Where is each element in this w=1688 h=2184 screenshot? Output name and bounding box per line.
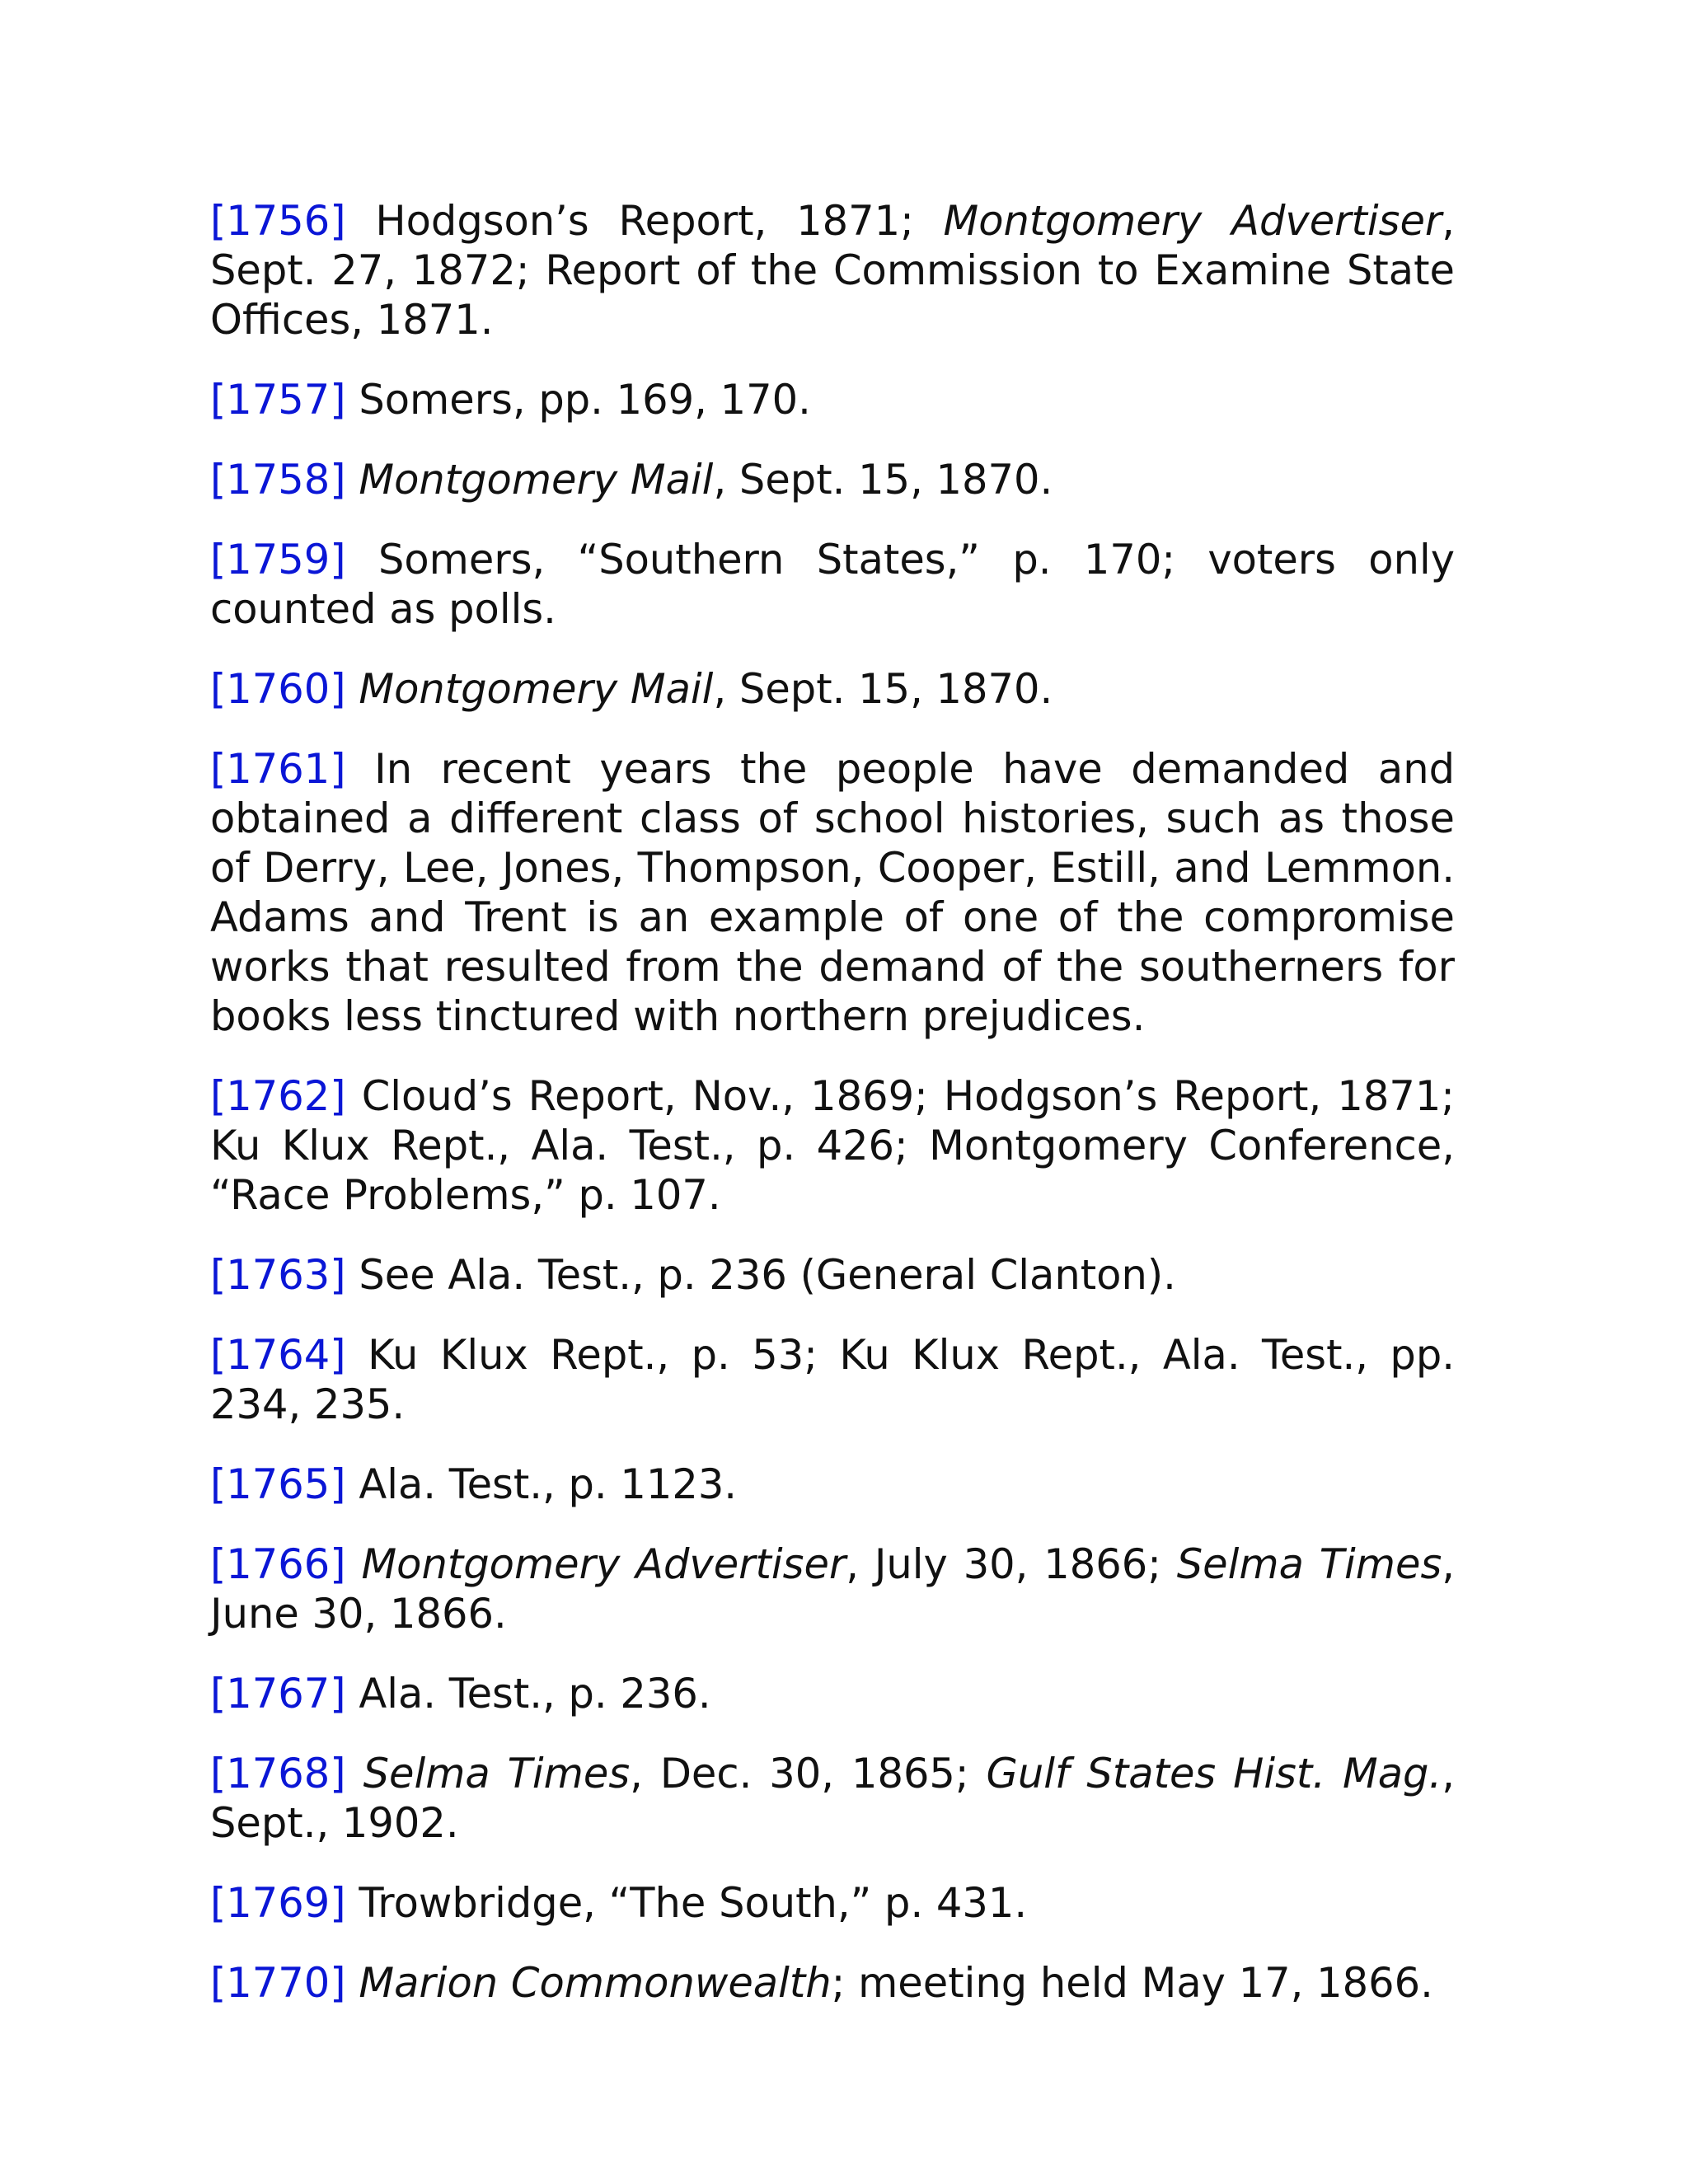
footnote-item [210,1878,1455,1928]
footnote-text: Ala. Test., p. 1123. [345,1460,738,1508]
footnote-item [210,1749,1455,1848]
footnote-text [346,456,359,504]
footnote-text: , Sept., 1902. [210,1750,1455,1847]
footnote-backlink[interactable]: [1757] [210,376,346,424]
italic-title: Montgomery Mail [359,456,714,504]
footnote-backlink[interactable]: [1769] [210,1879,346,1927]
footnote-text: Somers, “Southern States,” p. 170; voters only counted as polls. [210,536,1455,633]
italic-title: Montgomery Mail [359,665,714,713]
footnote-backlink[interactable]: [1766] [210,1540,346,1588]
footnote-item [210,196,1455,344]
italic-title: Montgomery Advertiser [943,197,1442,245]
footnote-item [210,1958,1455,2008]
footnote-text: Ala. Test., p. 236. [345,1670,711,1718]
footnote-backlink[interactable]: [1762] [210,1072,346,1120]
footnote-backlink[interactable]: [1767] [210,1670,346,1718]
footnote-text: Cloud’s Report, Nov., 1869; Hodgson’s Report, 1871; Ku Klux Rept., Ala. Test., p. 426; Montgomery Conference, “Race Problems,” p. 107. [210,1072,1455,1219]
footnote-backlink[interactable]: [1758] [210,456,346,504]
footnote-text: Ku Klux Rept., p. 53; Ku Klux Rept., Ala. Test., pp. 234, 235. [210,1331,1455,1428]
footnote-item [210,375,1455,424]
footnote-item [210,1540,1455,1638]
italic-title: Gulf States Hist. Mag. [986,1750,1442,1797]
italic-title: Selma Times [1176,1540,1442,1588]
footnote-text [346,1540,362,1588]
footnote-text: Hodgson’s Report, 1871; [345,197,944,245]
footnote-backlink[interactable]: [1770] [210,1959,346,2007]
footnote-item [210,1250,1455,1300]
footnote-backlink[interactable]: [1759] [210,536,346,583]
footnote-text [346,1750,363,1797]
italic-title: Montgomery Advertiser [361,1540,846,1588]
footnote-text: See Ala. Test., p. 236 (General Clanton). [345,1251,1176,1299]
footnote-backlink[interactable]: [1763] [210,1251,346,1299]
footnote-backlink[interactable]: [1768] [210,1750,346,1797]
footnote-backlink[interactable]: [1761] [210,745,346,793]
footnote-list [210,196,1455,2038]
footnote-text: ; meeting held May 17, 1866. [831,1959,1433,2007]
footnote-text: , July 30, 1866; [846,1540,1177,1588]
footnote-item [210,1460,1455,1509]
footnote-text [346,665,359,713]
footnote-item [210,744,1455,1041]
footnote-backlink[interactable]: [1756] [210,197,346,245]
footnote-text: , Dec. 30, 1865; [630,1750,987,1797]
italic-title: Selma Times [363,1750,631,1797]
footnote-item [210,455,1455,504]
footnote-text [346,1959,359,2007]
footnote-text: , Sept. 27, 1872; Report of the Commission to Examine State Offices, 1871. [210,197,1455,344]
footnote-item [210,1669,1455,1718]
footnote-item [210,1330,1455,1429]
footnote-item [210,1071,1455,1220]
footnote-backlink[interactable]: [1764] [210,1331,346,1379]
footnote-text: In recent years the people have demanded and obtained a different class of school histories, such as those of Derry, Lee, Jones, Thompson, Cooper, Estill, and Lemmon. Adams and Trent is an example of one of the compromise works that resulted from the demand of the southerners for books less tinctured with northern prejudices. [210,745,1455,1040]
footnote-backlink[interactable]: [1760] [210,665,346,713]
footnote-text: Trowbridge, “The South,” p. 431. [345,1879,1028,1927]
footnote-text: Somers, pp. 169, 170. [345,376,811,424]
footnote-text: , Sept. 15, 1870. [713,456,1053,504]
italic-title: Marion Commonwealth [359,1959,832,2007]
footnote-text: , Sept. 15, 1870. [713,665,1053,713]
footnote-text: , June 30, 1866. [210,1540,1455,1638]
footnote-item [210,535,1455,634]
footnote-item [210,664,1455,714]
footnote-backlink[interactable]: [1765] [210,1460,346,1508]
